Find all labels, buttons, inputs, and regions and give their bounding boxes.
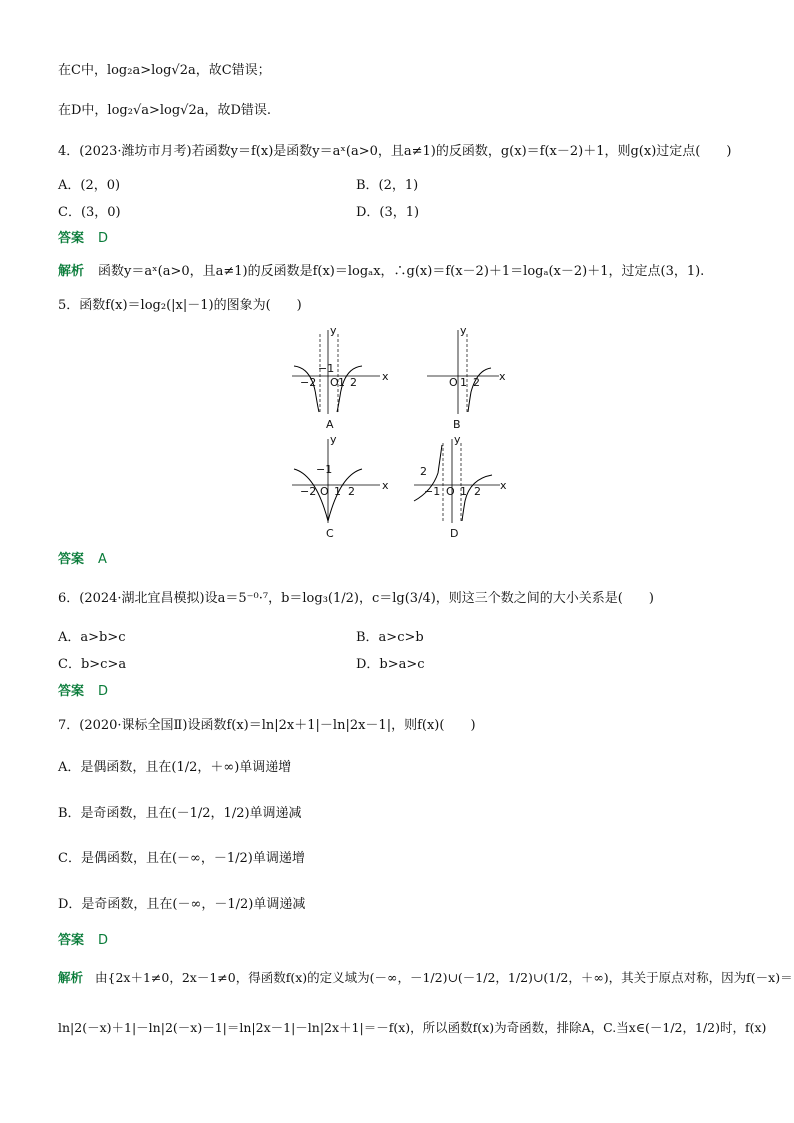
q6-stem: 6．(2024·湖北宜昌模拟)设a＝5⁻⁰·⁷，b＝log₃(1/2)，c＝lg(3/4)，则这三个数之间的大小关系是( ) [58,591,654,606]
q7-analysis-2: ln|2(－x)＋1|－ln|2(－x)－1|＝ln|2x－1|－ln|2x＋1|＝－f(x)，所以函数f(x)为奇函数，排除A，C.当x∈(－1/2，1/2)时，f(x) [58,1020,767,1035]
q6-option-b: B．a>c>b [356,630,424,645]
q5-answer: 答案 A [58,552,107,567]
q7-stem: 7．(2020·课标全国Ⅱ)设函数f(x)＝ln|2x＋1|－ln|2x－1|，则f(x)( ) [58,718,476,733]
graph-d-label: D [450,527,459,540]
q4-option-d: D．(3，1) [356,205,420,220]
q5-stem: 5．函数f(x)＝log₂(|x|－1)的图象为( ) [58,298,302,313]
q7-option-c: C．是偶函数，且在(－∞，－1/2)单调递增 [58,851,305,866]
q7-option-d: D．是奇函数，且在(－∞，－1/2)单调递减 [58,897,306,912]
answer-label: 答案 [58,231,85,246]
q4-option-b: B．(2，1) [356,178,419,193]
q6-option-d: D．b>a>c [356,657,425,672]
c-line: 在C中，log₂a>log√2a，故C错误； [58,63,271,78]
q4-option-c: C．(3，0) [58,205,121,220]
q7-analysis-1: 解析 由{2x＋1≠0，2x－1≠0，得函数f(x)的定义域为(－∞，－1/2)∪(－1/2，1/2)∪(1/2，＋∞)，其关于原点对称，因为f(－x)＝ [58,970,793,985]
graph-c-label: C [326,527,334,540]
q4-answer [58,231,108,247]
answer-value: D [98,231,109,246]
q6-option-c: C．b>c>a [58,657,127,672]
graph-a-label: A [326,418,334,431]
q7-option-a: A．是偶函数，且在(1/2，＋∞)单调递增 [58,760,292,775]
q6-answer: 答案 D [58,684,109,699]
analysis-label: 解析 [58,264,85,279]
graph-d: x y 2 −1 O 1 2 D [412,435,512,525]
q4-option-a: A．(2，0) [58,178,121,193]
q6-option-a: A．a>b>c [58,630,126,645]
q4-analysis: 解析 函数y＝aˣ(a>0，且a≠1)的反函数是f(x)＝logₐx，∴g(x)＝f(x－2)＋1＝logₐ(x－2)＋1，过定点(3，1). [58,264,705,279]
q7-option-b: B．是奇函数，且在(－1/2，1/2)单调递减 [58,806,302,821]
d-line: 在D中，log₂√a>log√2a，故D错误. [58,103,272,118]
graph-a: x y −2 −1 O 1 2 A [290,326,390,416]
graph-b-label: B [453,418,461,431]
graph-c: x y −2 −1 O 1 2 C [290,435,390,525]
q7-answer: 答案 D [58,933,109,948]
graph-b: x y O 1 2 B [449,324,506,431]
q4-stem: 4．(2023·潍坊市月考)若函数y＝f(x)是函数y＝aˣ(a>0，且a≠1)的反函数，g(x)＝f(x－2)＋1，则g(x)过定点( ) [58,144,732,159]
